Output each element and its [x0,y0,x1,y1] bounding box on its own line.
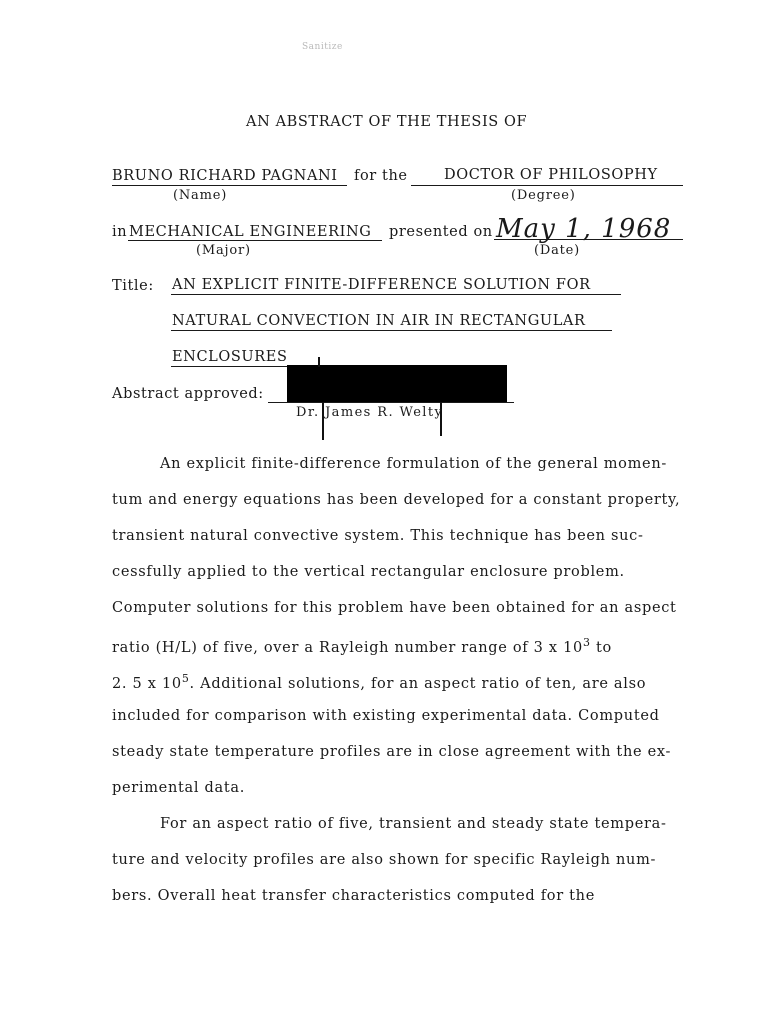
p1-line: transient natural convective system. This technique has been suc- [112,528,644,544]
approval-underline [268,402,514,403]
title-underline-2 [171,330,612,331]
name-caption: (Name) [173,188,228,203]
date-caption: (Date) [534,243,581,258]
title-underline-1 [171,294,621,295]
approver-name: Dr. James R. Welty [296,405,444,420]
for-the-text: for the [354,168,408,184]
p1-line: tum and energy equations has been developed for a constant property, [112,492,681,508]
p1-line-end: . Additional solutions, for an aspect ratio of ten, are also [189,675,647,692]
p1-line-text: ratio (H/L) of five, over a Rayleigh number range of 3 x 10 [112,639,583,656]
degree-underline [411,185,683,186]
handwritten-date: May 1, 1968 [496,214,672,244]
degree-value: DOCTOR OF PHILOSOPHY [444,167,658,183]
title-line-1: AN EXPLICIT FINITE-DIFFERENCE SOLUTION FOR [172,277,591,293]
p1-line: An explicit finite-difference formulation of the general momen- [160,456,667,472]
pen-mark-top [318,357,320,367]
p1-line-text: 2. 5 x 10 [112,675,182,692]
p1-line-rayleigh [112,636,612,656]
title-line-2: NATURAL CONVECTION IN AIR IN RECTANGULAR [172,313,586,329]
p1-line: perimental data. [112,780,246,796]
author-name: BRUNO RICHARD PAGNANI [112,168,338,184]
title-label: Title: [112,278,154,294]
p1-line: cessfully applied to the vertical rectangular enclosure problem. [112,564,625,580]
p1-line-end: to [590,639,612,656]
p1-line: included for comparison with existing experimental data. Computed [112,708,660,724]
abstract-heading: AN ABSTRACT OF THE THESIS OF [246,114,528,130]
p1-line: steady state temperature profiles are in close agreement with the ex- [112,744,672,760]
p2-line: ture and velocity profiles are also shown for specific Rayleigh num- [112,852,657,868]
date-underline [494,239,683,240]
approval-label: Abstract approved: [112,386,264,402]
title-line-3: ENCLOSURES [172,349,288,365]
degree-caption: (Degree) [511,188,576,203]
exponent: 5 [181,672,190,685]
p1-line-range [112,672,646,692]
major-value: MECHANICAL ENGINEERING [129,224,372,240]
exponent: 3 [582,636,591,649]
p2-line: bers. Overall heat transfer characteristics computed for the [112,888,596,904]
name-underline [112,185,347,186]
p1-line: Computer solutions for this problem have been obtained for an aspect [112,600,677,616]
major-caption: (Major) [196,243,251,258]
presented-on-text: presented on [389,224,493,240]
redacted-signature [287,365,507,402]
major-underline [128,240,382,241]
p2-line: For an aspect ratio of five, transient and steady state tempera- [160,816,667,832]
in-text: in [112,224,128,240]
faint-stamp: Sanitize [302,42,343,52]
title-underline-3 [171,366,289,367]
